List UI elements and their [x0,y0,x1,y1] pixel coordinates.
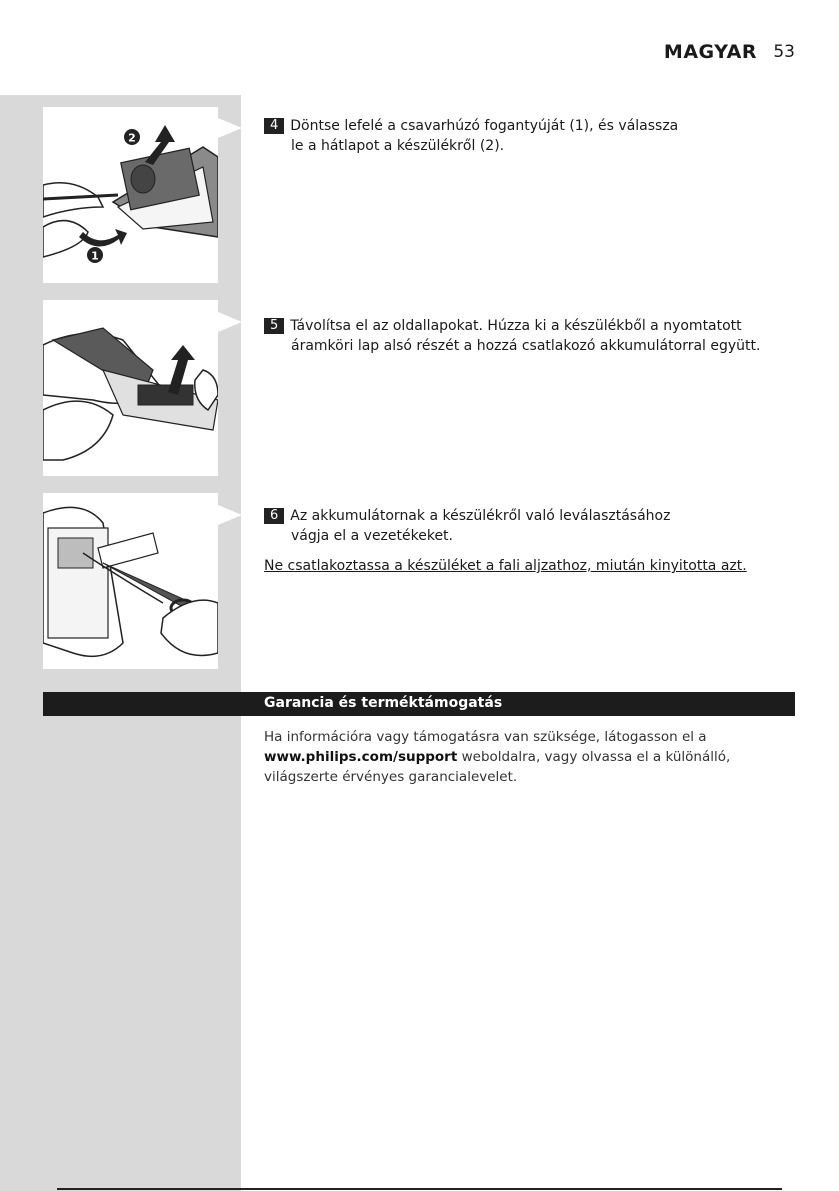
section-header-bar [43,692,795,716]
step-number-6: 6 [264,508,284,524]
page-header [0,0,839,95]
step-number-5: 5 [264,318,284,334]
section-title-guarantee: Garancia és terméktámogatás [264,695,503,711]
step-5 [264,316,809,356]
figure-cut-wires [43,493,218,669]
figure-2-pointer [218,312,242,332]
figure-3-pointer [218,505,242,525]
figure-remove-back-panel [43,107,218,283]
step-6-line-2: vágja el a vezetékeket. [291,528,453,544]
step-4 [264,116,809,156]
support-website-link[interactable]: www.philips.com/support [264,749,458,765]
figure-1-illustration [43,107,218,283]
figure-remove-side-panels [43,300,218,476]
guarantee-text-before: Ha információra vagy támogatásra van szüksége, látogasson el a [264,729,707,745]
step-4-line-2: le a hátlapot a készülékről (2). [291,138,505,154]
figure-1-pointer [218,118,242,138]
guarantee-text-after: weboldalra, vagy olvassa el a különálló, világszerte érvényes garancialevelet. [264,749,731,785]
page-number: 53 [773,42,795,62]
step-6 [264,506,809,546]
figure-2-illustration [43,300,218,476]
footer-rule [57,1188,782,1190]
step-5-line-1: Távolítsa el az oldallapokat. Húzza ki a készülékből a nyomtatott [290,318,742,334]
guarantee-paragraph [264,727,799,787]
step-6-line-1: Az akkumulátornak a készülékről való leválasztásához [290,508,671,524]
language-label: MAGYAR [663,41,757,63]
step-number-4: 4 [264,118,284,134]
safety-warning: Ne csatlakoztassa a készüléket a fali aljzathoz, miután kinyitotta azt. [264,558,747,574]
step-4-line-1: Döntse lefelé a csavarhúzó fogantyúját (1), és válassza [290,118,679,134]
figure-3-illustration [43,493,218,669]
step-5-line-2: áramköri lap alsó részét a hozzá csatlakozó akkumulátorral együtt. [291,338,761,354]
callout-1: 1 [91,249,99,263]
callout-2: 2 [128,131,136,145]
